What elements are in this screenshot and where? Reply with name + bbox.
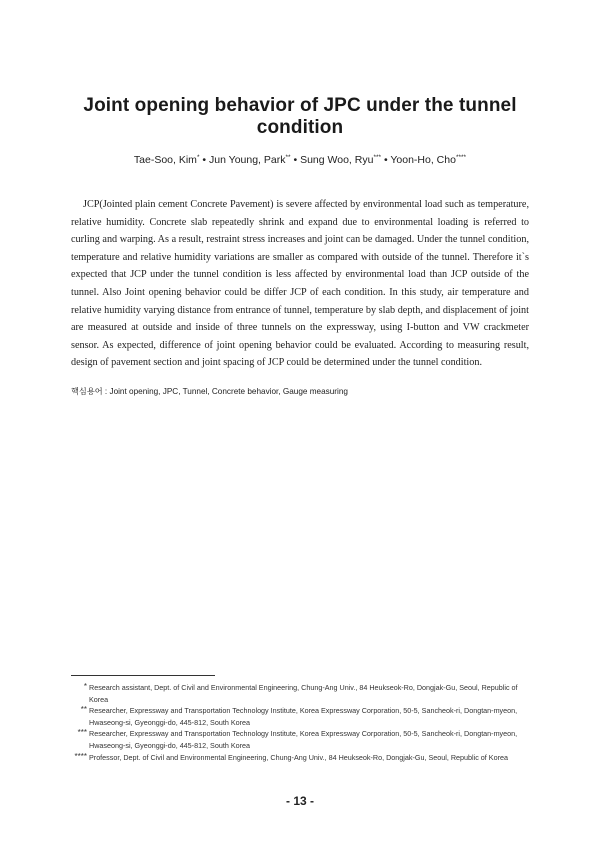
keywords-label: 핵심용어 :: [71, 387, 108, 396]
footnote-mark: ****: [74, 751, 87, 761]
footnote: *** Researcher, Expressway and Transportation Technology Institute, Korea Expressway Corporation, 50-5, Sancheok-ri, Dongtan-myeon, Hwaseong-si, Gyeonggi-do, 445-812, South Korea: [71, 728, 531, 751]
footnote: **** Professor, Dept. of Civil and Environmental Engineering, Chung-Ang Univ., 84 Heukseok-Ro, Dongjak-Gu, Seoul, Republic of Korea: [71, 752, 531, 764]
affiliation-mark: ****: [455, 154, 467, 161]
author-line: [40, 154, 560, 166]
footnote: * Research assistant, Dept. of Civil and Environmental Engineering, Chung-Ang Univ., 84 Heukseok-Ro, Dongjak-Gu, Seoul, Republic of Korea: [71, 682, 531, 705]
footnote-mark: **: [80, 705, 87, 715]
paper-title: Joint opening behavior of JPC under the tunnel condition: [83, 95, 517, 138]
author: Jun Young, Park**: [209, 154, 291, 166]
affiliation-mark: **: [285, 154, 291, 161]
keywords-line: [71, 386, 529, 397]
author: Sung Woo, Ryu***: [300, 154, 382, 166]
footnote-mark: ***: [77, 728, 87, 738]
author: Tae-Soo, Kim*: [133, 154, 200, 166]
footnote-mark: *: [83, 682, 87, 691]
author-separator: •: [383, 154, 388, 166]
keywords-text: Joint opening, JPC, Tunnel, Concrete behavior, Gauge measuring: [109, 387, 348, 396]
footnote-divider: [71, 675, 215, 676]
author-separator: •: [202, 154, 207, 166]
page-number: - 13 -: [285, 794, 314, 808]
author-separator: •: [293, 154, 298, 166]
affiliation-mark: ***: [373, 154, 382, 161]
footnote: ** Researcher, Expressway and Transportation Technology Institute, Korea Expressway Corporation, 50-5, Sancheok-ri, Dongtan-myeon, Hwaseong-si, Gyeonggi-do, 445-812, South Korea: [71, 705, 531, 728]
abstract-paragraph: JCP(Jointed plain cement Concrete Pavement) is severe affected by environmental load such as temperature, relative humidity. Concrete slab repeatedly shrink and expand due to environmental loading is referred to curling and warping. As a result, restraint stress increases and joint can be damaged. Under the tunnel condition, temperature and relative humidity variations are smaller as compared with outside of the tunnel. Therefore it`s expected that JCP under the tunnel condition is less affected by environmental load than JCP outside of the tunnel. Also Joint opening behavior could be differ JCP of each condition. In this study, air temperature and relative humidity varying distance from entrance of tunnel, temperature by slab depth, and displacement of joint are measured at outside and inside of three tunnels on the expressway, using I-button and VW crackmeter sensor. As expected, difference of joint opening behavior could be evaluated. According to measuring result, design of pavement section and joint spacing of JCP could be determined under the tunnel condition.: [71, 199, 529, 369]
footnotes: [71, 682, 531, 763]
author: Yoon-Ho, Cho****: [390, 154, 467, 166]
affiliation-mark: *: [196, 154, 200, 161]
